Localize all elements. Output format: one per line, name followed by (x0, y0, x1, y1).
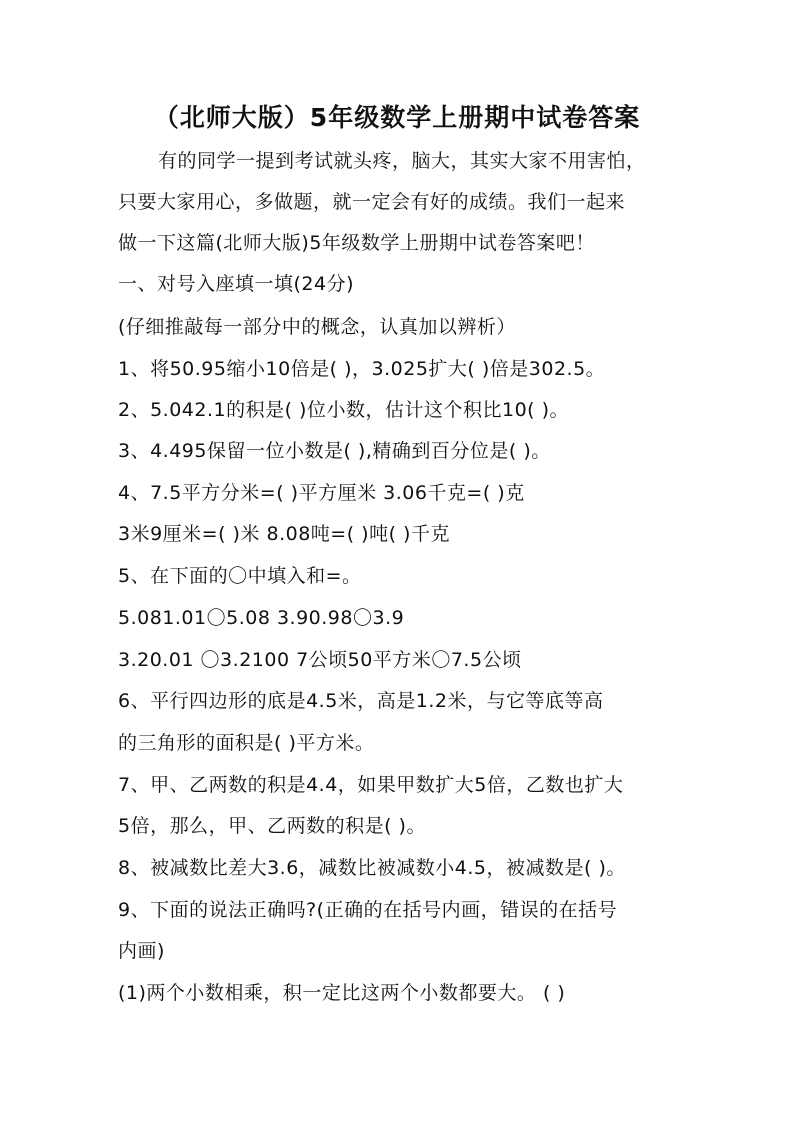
paragraph-line-3: 做一下这篇(北师大版)5年级数学上册期中试卷答案吧！ (118, 232, 595, 254)
question-5-line-2: 3.20.01 〇3.2100 7公顷50平方米〇7.5公顷 (118, 649, 522, 671)
paragraph-line-2: 只要大家用心，多做题，就一定会有好的成绩。我们一起来 (118, 191, 626, 213)
question-6-line-2: 的三角形的面积是( )平方米。 (118, 732, 375, 754)
question-9-line-1: 9、下面的说法正确吗?(正确的在括号内画，错误的在括号 (118, 899, 618, 921)
question-9-item-1: (1)两个小数相乘，积一定比这两个小数都要大。 ( ) (118, 982, 566, 1004)
question-3: 3、4.495保留一位小数是( ),精确到百分位是( )。 (118, 440, 551, 462)
question-7-line-2: 5倍，那么，甲、乙两数的积是( )。 (118, 815, 426, 837)
question-6-line-1: 6、平行四边形的底是4.5米，高是1.2米，与它等底等高 (118, 690, 604, 712)
question-1: 1、将50.95缩小10倍是( )，3.025扩大( )倍是302.5。 (118, 358, 606, 380)
question-9-line-2: 内画) (118, 940, 165, 962)
question-5: 5、在下面的〇中填入和=。 (118, 565, 362, 587)
section-instruction: (仔细推敲每一部分中的概念，认真加以辨析） (118, 316, 516, 338)
question-5-line-1: 5.081.01〇5.08 3.90.98〇3.9 (118, 607, 405, 629)
paragraph-line-1: 有的同学一提到考试就头疼，脑大，其实大家不用害怕， (158, 150, 646, 172)
question-4-line-2: 3米9厘米=( )米 8.08吨=( )吨( )千克 (118, 523, 450, 545)
document-title: （北师大版）5年级数学上册期中试卷答案 (153, 103, 641, 132)
question-2: 2、5.042.1的积是( )位小数，估计这个积比10( )。 (118, 399, 570, 421)
question-8: 8、被减数比差大3.6，减数比被减数小4.5，被减数是( )。 (118, 857, 626, 879)
question-7-line-1: 7、甲、乙两数的积是4.4，如果甲数扩大5倍，乙数也扩大 (118, 774, 624, 796)
section-heading: 一、对号入座填一填(24分) (118, 273, 355, 295)
question-4-line-1: 4、7.5平方分米=( )平方厘米 3.06千克=( )克 (118, 482, 525, 504)
